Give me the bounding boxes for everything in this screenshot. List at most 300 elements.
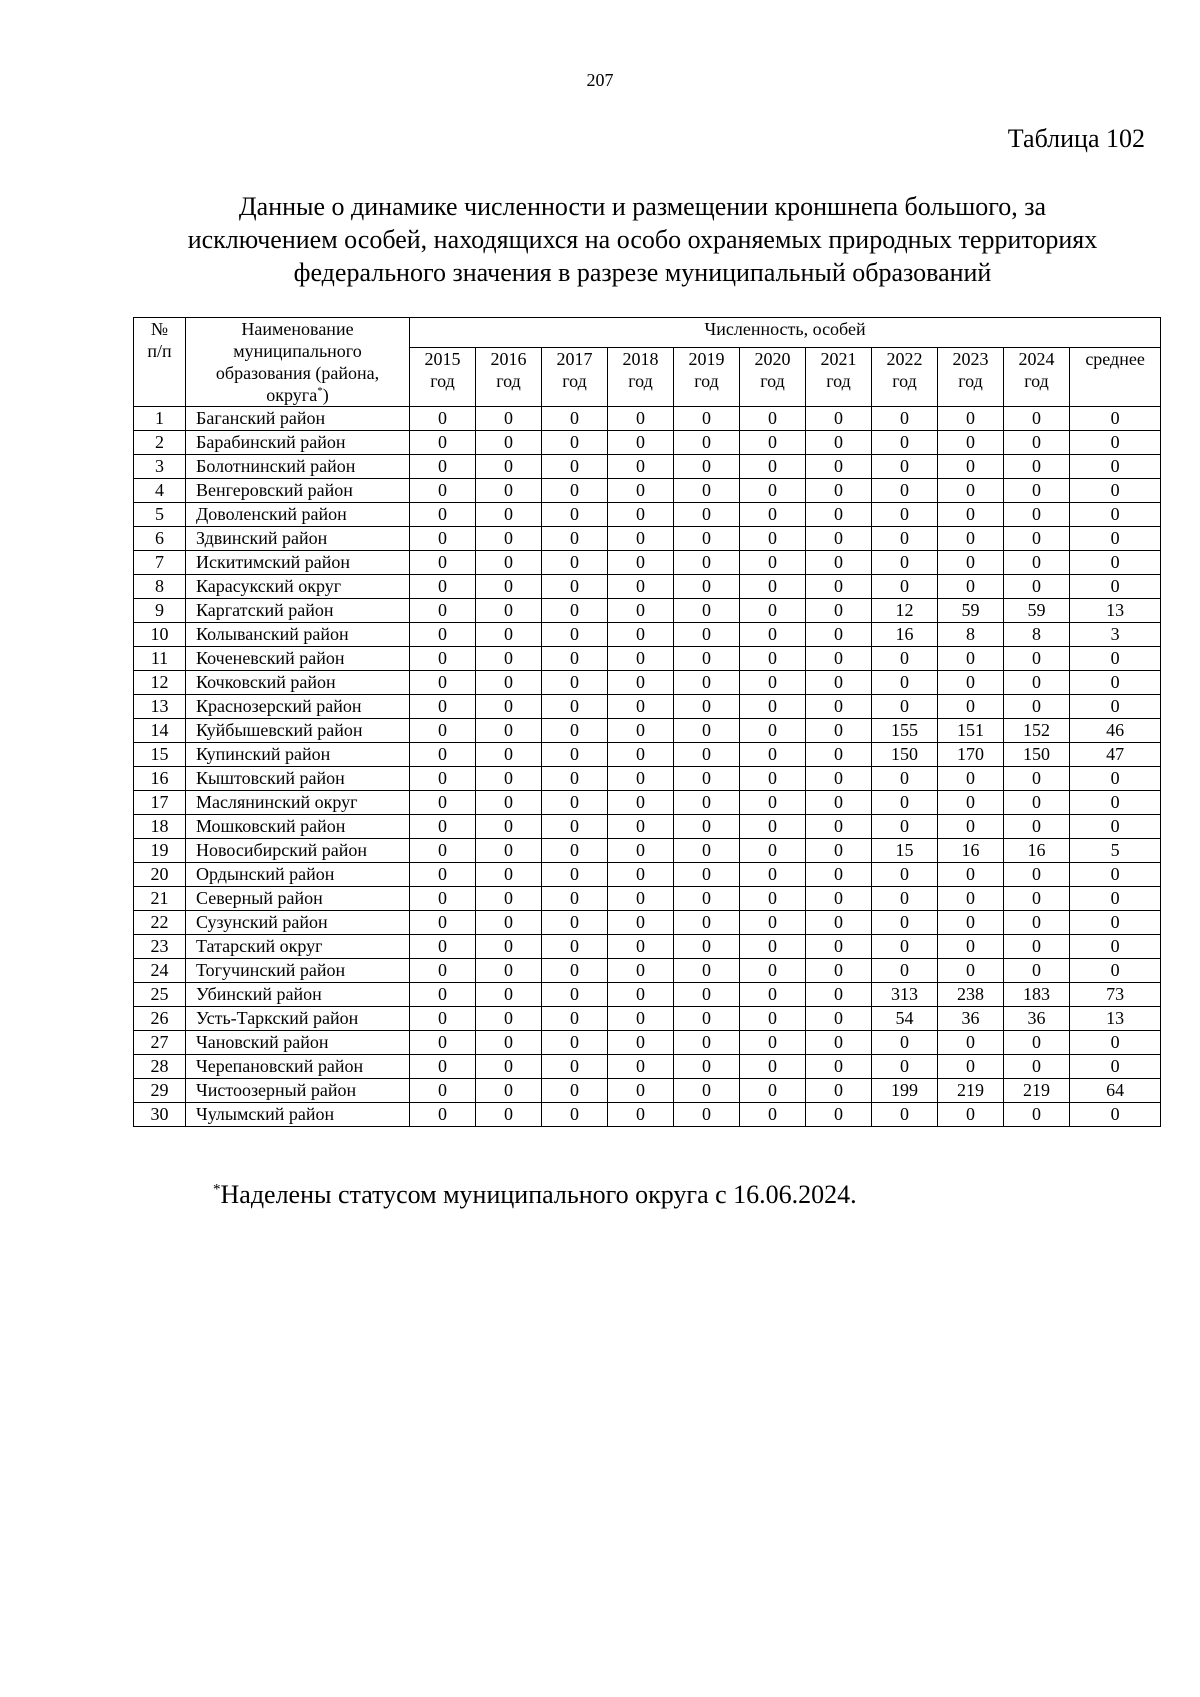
- count-value: 0: [1004, 1103, 1070, 1127]
- count-value: 0: [1004, 671, 1070, 695]
- table-row: [134, 479, 1161, 503]
- table-row: [134, 1103, 1161, 1127]
- count-value: 0: [740, 1055, 806, 1079]
- count-value: 0: [1004, 695, 1070, 719]
- count-value: 0: [1004, 815, 1070, 839]
- count-value: 150: [872, 743, 938, 767]
- count-value: 0: [872, 527, 938, 551]
- count-value: 0: [608, 503, 674, 527]
- header-number-line: п/п: [147, 341, 172, 361]
- count-value: 0: [806, 767, 872, 791]
- count-value: 0: [410, 647, 476, 671]
- average-value: 0: [1070, 959, 1161, 983]
- count-value: 0: [410, 863, 476, 887]
- count-value: 0: [542, 527, 608, 551]
- count-value: 0: [608, 455, 674, 479]
- count-value: 36: [938, 1007, 1004, 1031]
- count-value: 0: [806, 887, 872, 911]
- district-name: Куйбышевский район: [186, 719, 410, 743]
- count-value: 0: [806, 743, 872, 767]
- table-row: [134, 839, 1161, 863]
- average-value: 0: [1070, 1103, 1161, 1127]
- average-value: 0: [1070, 935, 1161, 959]
- table-row: [134, 1079, 1161, 1103]
- count-value: 0: [476, 623, 542, 647]
- count-value: 0: [1004, 431, 1070, 455]
- count-value: 0: [872, 791, 938, 815]
- footnote-marker: *: [317, 385, 323, 397]
- count-value: 0: [542, 959, 608, 983]
- count-value: 0: [608, 911, 674, 935]
- row-number: 8: [134, 575, 186, 599]
- count-value: 0: [674, 503, 740, 527]
- title-line: исключением особей, находящихся на особо охраняемых природных территориях: [187, 225, 1098, 254]
- table-title: [120, 190, 1165, 289]
- count-value: 0: [476, 431, 542, 455]
- district-name: Новосибирский район: [186, 839, 410, 863]
- count-value: 0: [740, 647, 806, 671]
- count-value: 0: [806, 503, 872, 527]
- count-value: 0: [674, 575, 740, 599]
- header-year-value: 2017: [556, 349, 593, 370]
- average-value: 0: [1070, 1031, 1161, 1055]
- count-value: 0: [740, 623, 806, 647]
- row-number: 4: [134, 479, 186, 503]
- district-name: Доволенский район: [186, 503, 410, 527]
- count-value: 0: [674, 983, 740, 1007]
- table-row: [134, 1007, 1161, 1031]
- count-value: 0: [542, 935, 608, 959]
- row-number: 1: [134, 407, 186, 431]
- count-value: 0: [608, 623, 674, 647]
- count-value: 0: [542, 455, 608, 479]
- footnote: [213, 1180, 857, 1210]
- district-name: Искитимский район: [186, 551, 410, 575]
- count-value: 155: [872, 719, 938, 743]
- count-value: 183: [1004, 983, 1070, 1007]
- count-value: 0: [674, 959, 740, 983]
- count-value: 199: [872, 1079, 938, 1103]
- count-value: 0: [608, 767, 674, 791]
- header-group: Численность, особей: [410, 318, 1161, 348]
- average-value: 0: [1070, 455, 1161, 479]
- count-value: 0: [542, 791, 608, 815]
- count-value: 0: [674, 479, 740, 503]
- header-name-paren: ): [322, 385, 329, 405]
- count-value: 0: [938, 935, 1004, 959]
- table-row: [134, 863, 1161, 887]
- count-value: 0: [410, 959, 476, 983]
- count-value: 0: [674, 1007, 740, 1031]
- count-value: 0: [542, 887, 608, 911]
- count-value: 16: [938, 839, 1004, 863]
- table-row: [134, 455, 1161, 479]
- header-year-word: год: [562, 371, 587, 392]
- count-value: 0: [806, 575, 872, 599]
- count-value: 0: [872, 935, 938, 959]
- count-value: 0: [872, 551, 938, 575]
- row-number: 6: [134, 527, 186, 551]
- count-value: 0: [476, 527, 542, 551]
- count-value: 0: [872, 959, 938, 983]
- count-value: 0: [1004, 1031, 1070, 1055]
- table-row: [134, 983, 1161, 1007]
- count-value: 0: [608, 599, 674, 623]
- count-value: 0: [806, 527, 872, 551]
- count-value: 0: [872, 503, 938, 527]
- count-value: 0: [740, 455, 806, 479]
- row-number: 10: [134, 623, 186, 647]
- district-name: Венгеровский район: [186, 479, 410, 503]
- count-value: 0: [674, 455, 740, 479]
- count-value: 0: [608, 983, 674, 1007]
- count-value: 0: [608, 1079, 674, 1103]
- count-value: 0: [608, 407, 674, 431]
- count-value: 0: [410, 1007, 476, 1031]
- count-value: 0: [938, 551, 1004, 575]
- header-year-word: год: [760, 371, 785, 392]
- count-value: 0: [542, 839, 608, 863]
- count-value: 0: [608, 743, 674, 767]
- count-value: 0: [410, 719, 476, 743]
- table-row: [134, 551, 1161, 575]
- count-value: 0: [806, 407, 872, 431]
- count-value: 0: [542, 431, 608, 455]
- district-name: Татарский округ: [186, 935, 410, 959]
- count-value: 0: [542, 503, 608, 527]
- count-value: 0: [476, 887, 542, 911]
- count-value: 0: [476, 935, 542, 959]
- count-value: 0: [1004, 935, 1070, 959]
- count-value: 0: [806, 623, 872, 647]
- average-value: 0: [1070, 671, 1161, 695]
- count-value: 0: [476, 719, 542, 743]
- count-value: 238: [938, 983, 1004, 1007]
- count-value: 0: [608, 575, 674, 599]
- count-value: 0: [806, 695, 872, 719]
- count-value: 36: [1004, 1007, 1070, 1031]
- count-value: 0: [410, 1031, 476, 1055]
- count-value: 0: [740, 695, 806, 719]
- count-value: 0: [608, 431, 674, 455]
- row-number: 11: [134, 647, 186, 671]
- count-value: 0: [806, 1031, 872, 1055]
- count-value: 0: [938, 887, 1004, 911]
- table-row: [134, 671, 1161, 695]
- count-value: 0: [740, 887, 806, 911]
- row-number: 12: [134, 671, 186, 695]
- row-number: 14: [134, 719, 186, 743]
- count-value: 0: [674, 599, 740, 623]
- header-year: [608, 348, 674, 407]
- row-number: 24: [134, 959, 186, 983]
- row-number: 29: [134, 1079, 186, 1103]
- count-value: 0: [806, 1055, 872, 1079]
- count-value: 0: [938, 863, 1004, 887]
- table-row: [134, 623, 1161, 647]
- row-number: 3: [134, 455, 186, 479]
- count-value: 0: [806, 431, 872, 455]
- count-value: 0: [674, 1055, 740, 1079]
- count-value: 0: [476, 983, 542, 1007]
- count-value: 0: [476, 575, 542, 599]
- count-value: 0: [476, 599, 542, 623]
- row-number: 13: [134, 695, 186, 719]
- count-value: 0: [1004, 959, 1070, 983]
- header-name: [186, 318, 410, 407]
- count-value: 0: [608, 815, 674, 839]
- count-value: 0: [410, 791, 476, 815]
- count-value: 59: [938, 599, 1004, 623]
- average-value: 0: [1070, 767, 1161, 791]
- district-name: Баганский район: [186, 407, 410, 431]
- count-value: 0: [872, 695, 938, 719]
- count-value: 0: [806, 647, 872, 671]
- average-value: 3: [1070, 623, 1161, 647]
- count-value: 0: [476, 1031, 542, 1055]
- count-value: 0: [806, 1079, 872, 1103]
- count-value: 0: [740, 407, 806, 431]
- count-value: 0: [542, 1007, 608, 1031]
- row-number: 28: [134, 1055, 186, 1079]
- count-value: 0: [608, 959, 674, 983]
- count-value: 0: [476, 1079, 542, 1103]
- count-value: 0: [410, 695, 476, 719]
- count-value: 0: [542, 983, 608, 1007]
- footnote-text: Наделены статусом муниципального округа с 16.06.2024.: [220, 1180, 857, 1209]
- header-name-line: Наименование: [241, 319, 354, 339]
- count-value: 0: [410, 983, 476, 1007]
- count-value: 0: [938, 1031, 1004, 1055]
- count-value: 0: [740, 575, 806, 599]
- count-value: 0: [410, 767, 476, 791]
- count-value: 0: [740, 863, 806, 887]
- row-number: 17: [134, 791, 186, 815]
- count-value: 0: [806, 911, 872, 935]
- count-value: 0: [476, 959, 542, 983]
- table-row: [134, 695, 1161, 719]
- count-value: 0: [872, 863, 938, 887]
- district-name: Здвинский район: [186, 527, 410, 551]
- count-value: 0: [938, 791, 1004, 815]
- count-value: 0: [740, 551, 806, 575]
- header-year-word: год: [892, 371, 917, 392]
- count-value: 0: [608, 935, 674, 959]
- row-number: 5: [134, 503, 186, 527]
- count-value: 0: [674, 743, 740, 767]
- average-value: 46: [1070, 719, 1161, 743]
- count-value: 0: [938, 767, 1004, 791]
- count-value: 0: [410, 935, 476, 959]
- count-value: 0: [674, 719, 740, 743]
- count-value: 0: [542, 551, 608, 575]
- count-value: 12: [872, 599, 938, 623]
- count-value: 0: [476, 911, 542, 935]
- row-number: 30: [134, 1103, 186, 1127]
- count-value: 59: [1004, 599, 1070, 623]
- count-value: 0: [938, 503, 1004, 527]
- table-row: [134, 791, 1161, 815]
- header-year-value: 2020: [754, 349, 791, 370]
- count-value: 0: [674, 647, 740, 671]
- district-name: Колыванский район: [186, 623, 410, 647]
- count-value: 0: [674, 791, 740, 815]
- header-year-value: 2021: [820, 349, 857, 370]
- header-year-word: год: [628, 371, 653, 392]
- count-value: 0: [872, 887, 938, 911]
- district-name: Северный район: [186, 887, 410, 911]
- count-value: 0: [938, 1103, 1004, 1127]
- count-value: 0: [1004, 527, 1070, 551]
- average-value: 0: [1070, 575, 1161, 599]
- count-value: 0: [608, 695, 674, 719]
- count-value: 0: [542, 1079, 608, 1103]
- count-value: 0: [674, 1103, 740, 1127]
- count-value: 0: [674, 407, 740, 431]
- count-value: 0: [674, 863, 740, 887]
- count-value: 0: [1004, 647, 1070, 671]
- district-name: Усть-Таркский район: [186, 1007, 410, 1031]
- count-value: 54: [872, 1007, 938, 1031]
- header-average: среднее: [1070, 348, 1161, 407]
- table-row: [134, 911, 1161, 935]
- count-value: 15: [872, 839, 938, 863]
- count-value: 0: [476, 551, 542, 575]
- count-value: 0: [806, 1103, 872, 1127]
- count-value: 0: [872, 815, 938, 839]
- count-value: 0: [806, 839, 872, 863]
- count-value: 0: [938, 671, 1004, 695]
- count-value: 0: [674, 935, 740, 959]
- average-value: 0: [1070, 815, 1161, 839]
- average-value: 64: [1070, 1079, 1161, 1103]
- table-row: [134, 959, 1161, 983]
- count-value: 0: [674, 839, 740, 863]
- count-value: 0: [872, 455, 938, 479]
- count-value: 0: [410, 815, 476, 839]
- count-value: 0: [542, 1031, 608, 1055]
- count-value: 0: [806, 479, 872, 503]
- count-value: 0: [410, 1103, 476, 1127]
- count-value: 0: [542, 575, 608, 599]
- row-number: 9: [134, 599, 186, 623]
- count-value: 0: [410, 575, 476, 599]
- table-row: [134, 599, 1161, 623]
- header-year-value: 2022: [886, 349, 923, 370]
- count-value: 0: [938, 911, 1004, 935]
- count-value: 0: [740, 983, 806, 1007]
- table-row: [134, 527, 1161, 551]
- count-value: 0: [938, 527, 1004, 551]
- average-value: 0: [1070, 1055, 1161, 1079]
- district-name: Чановский район: [186, 1031, 410, 1055]
- district-name: Тогучинский район: [186, 959, 410, 983]
- count-value: 0: [542, 815, 608, 839]
- header-name-line: муниципального: [233, 341, 362, 361]
- count-value: 0: [410, 479, 476, 503]
- count-value: 0: [872, 479, 938, 503]
- count-value: 0: [674, 815, 740, 839]
- header-year-value: 2019: [688, 349, 725, 370]
- count-value: 0: [938, 1055, 1004, 1079]
- row-number: 18: [134, 815, 186, 839]
- count-value: 0: [476, 839, 542, 863]
- count-value: 0: [410, 743, 476, 767]
- count-value: 0: [608, 1007, 674, 1031]
- count-value: 0: [476, 671, 542, 695]
- district-name: Купинский район: [186, 743, 410, 767]
- count-value: 0: [542, 599, 608, 623]
- count-value: 0: [476, 863, 542, 887]
- count-value: 0: [674, 911, 740, 935]
- count-value: 0: [410, 1055, 476, 1079]
- count-value: 0: [410, 431, 476, 455]
- table-row: [134, 647, 1161, 671]
- population-table: [133, 317, 1161, 1127]
- count-value: 0: [542, 695, 608, 719]
- count-value: 0: [1004, 791, 1070, 815]
- count-value: 0: [476, 695, 542, 719]
- district-name: Болотнинский район: [186, 455, 410, 479]
- district-name: Каргатский район: [186, 599, 410, 623]
- count-value: 219: [938, 1079, 1004, 1103]
- count-value: 0: [806, 935, 872, 959]
- count-value: 0: [674, 431, 740, 455]
- count-value: 0: [674, 767, 740, 791]
- count-value: 0: [740, 815, 806, 839]
- header-year: [806, 348, 872, 407]
- header-name-line: [186, 384, 409, 406]
- count-value: 0: [476, 1055, 542, 1079]
- header-year-value: 2016: [490, 349, 527, 370]
- header-year: [476, 348, 542, 407]
- count-value: 8: [1004, 623, 1070, 647]
- row-number: 15: [134, 743, 186, 767]
- district-name: Черепановский район: [186, 1055, 410, 1079]
- count-value: 0: [542, 1055, 608, 1079]
- count-value: 0: [806, 791, 872, 815]
- district-name: Сузунский район: [186, 911, 410, 935]
- count-value: 0: [674, 1031, 740, 1055]
- count-value: 0: [608, 839, 674, 863]
- count-value: 0: [674, 671, 740, 695]
- count-value: 0: [542, 671, 608, 695]
- count-value: 0: [674, 623, 740, 647]
- count-value: 0: [872, 767, 938, 791]
- count-value: 0: [806, 551, 872, 575]
- page-number: 207: [586, 70, 614, 90]
- header-name-line: образования (района,: [215, 363, 380, 383]
- header-year-value: 2023: [952, 349, 989, 370]
- count-value: 0: [740, 671, 806, 695]
- average-value: 0: [1070, 911, 1161, 935]
- count-value: 219: [1004, 1079, 1070, 1103]
- count-value: 0: [1004, 407, 1070, 431]
- count-value: 0: [1004, 863, 1070, 887]
- count-value: 0: [806, 719, 872, 743]
- count-value: 0: [674, 1079, 740, 1103]
- count-value: 0: [938, 431, 1004, 455]
- count-value: 0: [1004, 1055, 1070, 1079]
- average-value: 0: [1070, 647, 1161, 671]
- average-value: 0: [1070, 479, 1161, 503]
- count-value: 0: [938, 695, 1004, 719]
- count-value: 0: [410, 671, 476, 695]
- count-value: 0: [410, 839, 476, 863]
- count-value: 152: [1004, 719, 1070, 743]
- district-name: Убинский район: [186, 983, 410, 1007]
- count-value: 0: [1004, 887, 1070, 911]
